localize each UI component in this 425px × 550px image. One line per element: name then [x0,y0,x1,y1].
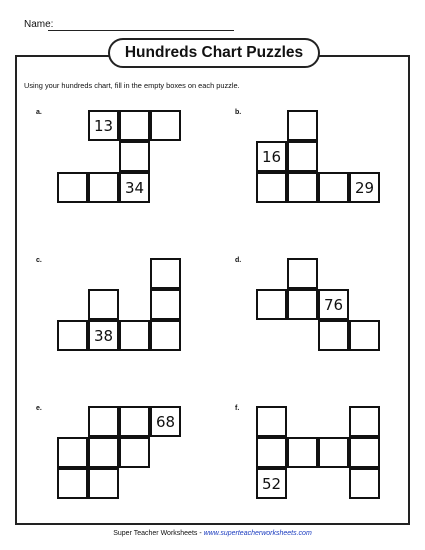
puzzle-label-b: b. [235,109,242,116]
puzzle-f-cell: 52 [256,468,287,499]
puzzle-label-a: a. [36,109,42,116]
puzzle-f-cell[interactable] [349,468,380,499]
puzzle-c-cell: 38 [88,320,119,351]
puzzle-b-cell: 29 [349,172,380,203]
puzzle-a-cell[interactable] [150,110,181,141]
puzzle-d-cell[interactable] [256,289,287,320]
puzzle-c-cell[interactable] [119,320,150,351]
puzzle-b-cell[interactable] [287,110,318,141]
footer [0,530,425,537]
puzzle-label-f: f. [235,405,240,412]
puzzle-f-cell[interactable] [256,437,287,468]
puzzle-b-cell[interactable] [318,172,349,203]
puzzle-b-cell[interactable] [287,141,318,172]
name-label: Name: [24,19,54,30]
puzzle-c-cell[interactable] [88,289,119,320]
puzzle-f-cell[interactable] [318,437,349,468]
puzzle-e-cell[interactable] [57,468,88,499]
puzzle-a-cell[interactable] [119,141,150,172]
puzzle-b-cell: 16 [256,141,287,172]
puzzle-a-cell[interactable] [88,172,119,203]
puzzle-c-cell[interactable] [57,320,88,351]
puzzle-c-cell[interactable] [150,320,181,351]
puzzle-d-cell[interactable] [287,289,318,320]
page-title: Hundreds Chart Puzzles [108,38,320,68]
puzzle-e-cell[interactable] [88,468,119,499]
puzzle-e-cell[interactable] [119,406,150,437]
puzzle-label-e: e. [36,405,42,412]
puzzle-f-cell[interactable] [349,406,380,437]
puzzle-a-cell[interactable] [119,110,150,141]
puzzle-e-cell: 68 [150,406,181,437]
puzzle-label-c: c. [36,257,42,264]
puzzle-a-cell: 34 [119,172,150,203]
puzzle-f-cell[interactable] [349,437,380,468]
puzzle-b-cell[interactable] [287,172,318,203]
puzzle-label-d: d. [235,257,242,264]
puzzle-f-cell[interactable] [256,406,287,437]
puzzle-a-cell[interactable] [57,172,88,203]
puzzle-b-cell[interactable] [256,172,287,203]
puzzle-e-cell[interactable] [57,437,88,468]
puzzle-e-cell[interactable] [88,406,119,437]
puzzle-c-cell[interactable] [150,258,181,289]
name-line[interactable] [48,30,234,31]
puzzle-d-cell[interactable] [287,258,318,289]
footer-text: Super Teacher Worksheets - [113,530,204,537]
puzzle-d-cell: 76 [318,289,349,320]
instructions: Using your hundreds chart, fill in the empty boxes on each puzzle. [24,81,240,90]
puzzle-e-cell[interactable] [88,437,119,468]
footer-url-link[interactable]: www.superteacherworksheets.com [203,530,312,537]
puzzle-e-cell[interactable] [119,437,150,468]
puzzle-d-cell[interactable] [349,320,380,351]
puzzle-f-cell[interactable] [287,437,318,468]
puzzle-a-cell: 13 [88,110,119,141]
puzzle-d-cell[interactable] [318,320,349,351]
puzzle-c-cell[interactable] [150,289,181,320]
